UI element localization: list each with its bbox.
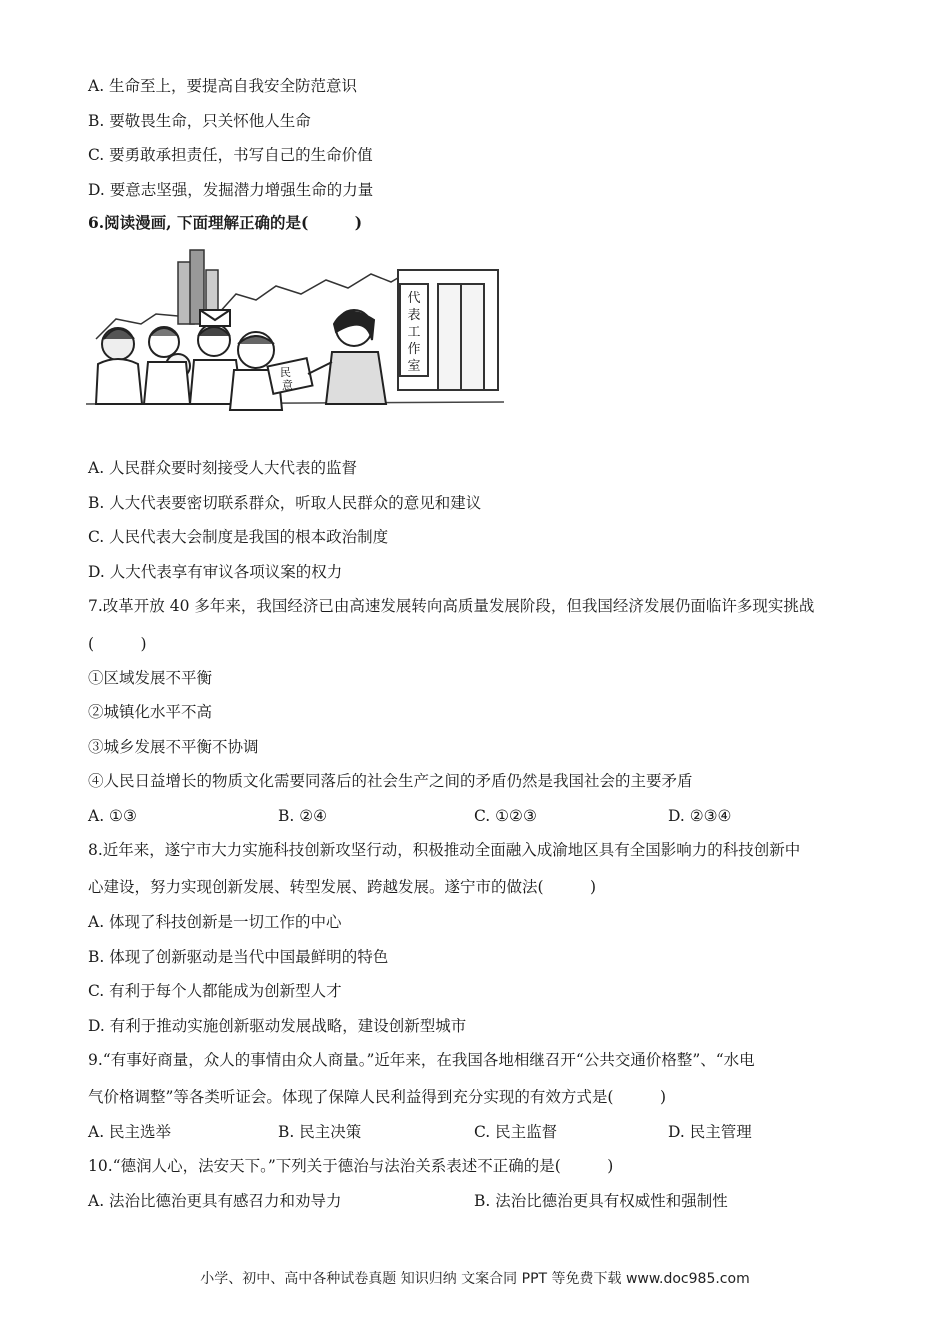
q9-options-row: [88, 1121, 868, 1143]
q10-options-row: [88, 1190, 868, 1212]
q7-item-2: ②城镇化水平不高: [88, 703, 213, 721]
q6-option-c: C. 人民代表大会制度是我国的根本政治制度: [88, 528, 389, 546]
q9-stem-line-1: 9.“有事好商量，众人的事情由众人商量。”近年来，在我国各地相继召开“公共交通价格整”、“水电: [88, 1051, 755, 1069]
q8-stem-line-2: 心建设，努力实现创新发展、转型发展、跨越发展。遂宁市的做法( ): [88, 878, 597, 896]
q8-option-c: C. 有利于每个人都能成为创新型人才: [88, 982, 342, 1000]
q9-option-b: B. 民主决策: [278, 1123, 362, 1141]
q8-option-d: D. 有利于推动实施创新驱动发展战略，建设创新型城市: [88, 1017, 467, 1035]
page-footer: 小学、初中、高中各种试卷真题 知识归纳 文案合同 PPT 等免费下载 www.doc985.com: [200, 1271, 750, 1287]
cartoon-sign-char-1: 代: [407, 291, 421, 306]
q7-options-row: [88, 805, 868, 827]
q9-option-c: C. 民主监督: [474, 1123, 558, 1141]
q7-option-b: B. ②④: [278, 807, 328, 825]
q5-option-b: B. 要敬畏生命，只关怀他人生命: [88, 112, 311, 130]
q6-option-a: A. 人民群众要时刻接受人大代表的监督: [88, 459, 358, 477]
q7-option-a: A. ①③: [88, 807, 137, 825]
q10-stem: 10.“德润人心，法安天下。”下列关于德治与法治关系表述不正确的是( ): [88, 1157, 614, 1175]
cartoon-sign-char-5: 室: [407, 359, 421, 374]
q8-option-a: A. 体现了科技创新是一切工作的中心: [88, 913, 342, 931]
cartoon-sign-char-2: 表: [407, 308, 421, 323]
q7-stem-line-1: 7.改革开放 40 多年来，我国经济已由高速发展转向高质量发展阶段，但我国经济发展仍面临许多现实挑战: [88, 597, 815, 615]
q6-option-d: D. 人大代表享有审议各项议案的权力: [88, 563, 343, 581]
q9-option-a: A. 民主选举: [88, 1123, 172, 1141]
q5-option-c: C. 要勇敢承担责任，书写自己的生命价值: [88, 146, 373, 164]
q8-option-b: B. 体现了创新驱动是当代中国最鲜明的特色: [88, 948, 389, 966]
q10-option-a: A. 法治比德治更具有感召力和劝导力: [88, 1192, 342, 1210]
q7-item-4: ④人民日益增长的物质文化需要同落后的社会生产之间的矛盾仍然是我国社会的主要矛盾: [88, 772, 693, 790]
q7-option-d: D. ②③④: [668, 807, 732, 825]
q5-option-a: A. 生命至上，要提高自我安全防范意识: [88, 77, 358, 95]
q6-stem: 6.阅读漫画, 下面理解正确的是( ): [88, 213, 363, 232]
q8-stem-line-1: 8.近年来，遂宁市大力实施科技创新攻坚行动，积极推动全面融入成渝地区具有全国影响力的科技创新中: [88, 841, 801, 859]
q7-item-1: ①区域发展不平衡: [88, 669, 213, 687]
cartoon-sign-char-3: 工: [407, 325, 421, 340]
q9-stem-line-2: 气价格调整”等各类听证会。体现了保障人民利益得到充分实现的有效方式是( ): [88, 1088, 667, 1106]
q9-option-d: D. 民主管理: [668, 1123, 752, 1141]
q7-item-3: ③城乡发展不平衡不协调: [88, 738, 259, 756]
q10-option-b: B. 法治比德治更具有权威性和强制性: [474, 1192, 728, 1210]
cartoon-sign-char-4: 作: [407, 342, 421, 357]
q5-option-d: D. 要意志坚强，发掘潜力增强生命的力量: [88, 181, 374, 199]
cartoon-paper-char-1: 民: [280, 366, 291, 379]
cartoon-image: [86, 244, 504, 416]
q7-option-c: C. ①②③: [474, 807, 537, 825]
cartoon-paper-char-2: 意: [282, 379, 293, 392]
q7-stem-line-2: ( ): [88, 635, 147, 653]
q6-option-b: B. 人大代表要密切联系群众，听取人民群众的意见和建议: [88, 494, 482, 512]
